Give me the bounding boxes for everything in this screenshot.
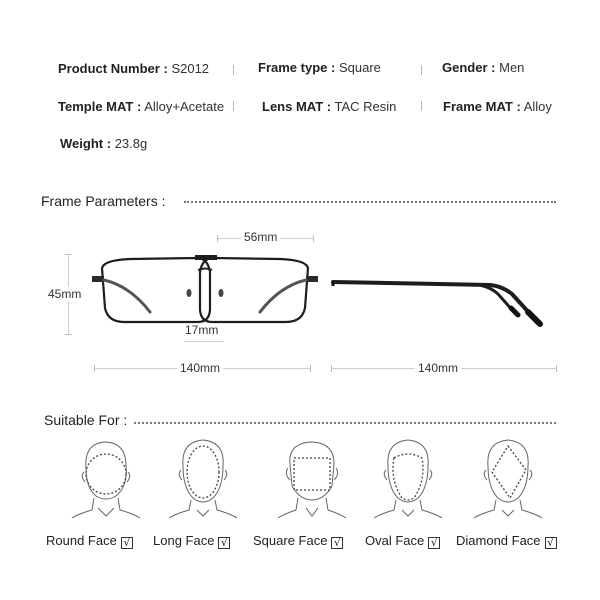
section-divider: [184, 201, 556, 203]
separator: [421, 65, 422, 75]
spec-label: Frame type: [258, 60, 328, 75]
frame-width-label: 140mm: [177, 361, 223, 375]
face-option-round: Round Face √: [46, 533, 133, 549]
section-divider: [134, 422, 556, 424]
bridge-width-label: 17mm: [185, 323, 219, 337]
spec-frame-type: Frame type : Square: [258, 60, 381, 75]
spec-value: S2012: [171, 61, 210, 76]
round-face-icon: [68, 438, 144, 520]
temple-length-label: 140mm: [415, 361, 461, 375]
spec-label: Gender: [442, 60, 488, 75]
spec-value: Men: [499, 60, 525, 75]
glasses-front-icon: [90, 250, 320, 332]
spec-value: Alloy: [523, 99, 552, 114]
glasses-temple-icon: [330, 278, 560, 334]
spec-value: 23.8g: [114, 136, 148, 151]
tick: [331, 365, 332, 372]
checkbox-checked-icon: √: [331, 537, 343, 549]
separator: [233, 65, 234, 75]
spec-lens-mat: Lens MAT : TAC Resin: [262, 99, 397, 114]
spec-label: Product Number: [58, 61, 160, 76]
diamond-face-icon: [470, 438, 546, 520]
face-option-square: Square Face √: [253, 533, 343, 549]
frame-parameters-title: Frame Parameters :: [41, 193, 166, 209]
face-option-oval: Oval Face √: [365, 533, 440, 549]
tick: [313, 235, 314, 242]
checkbox-checked-icon: √: [428, 537, 440, 549]
spec-value: TAC Resin: [334, 99, 397, 114]
spec-label: Lens MAT: [262, 99, 324, 114]
lens-width-label: 56mm: [241, 230, 280, 244]
separator: [233, 101, 234, 111]
separator: [421, 101, 422, 111]
face-option-long: Long Face √: [153, 533, 230, 549]
spec-label: Temple MAT: [58, 99, 134, 114]
long-face-icon: [165, 438, 241, 520]
lens-height-label: 45mm: [48, 287, 82, 301]
suitable-for-title: Suitable For :: [44, 412, 128, 428]
spec-product-number: Product Number : S2012: [58, 61, 210, 76]
square-face-icon: [274, 438, 350, 520]
tick: [94, 365, 95, 372]
oval-face-icon: [370, 438, 446, 520]
bridge-width-line: [184, 341, 224, 342]
spec-value: Square: [338, 60, 381, 75]
checkbox-checked-icon: √: [218, 537, 230, 549]
spec-temple-mat: Temple MAT : Alloy+Acetate: [58, 99, 225, 114]
tick: [65, 254, 72, 255]
checkbox-checked-icon: √: [121, 537, 133, 549]
spec-label: Frame MAT: [443, 99, 513, 114]
tick: [217, 235, 218, 242]
checkbox-checked-icon: √: [545, 537, 557, 549]
spec-label: Weight: [60, 136, 104, 151]
face-option-diamond: Diamond Face √: [456, 533, 557, 549]
tick: [556, 365, 557, 372]
spec-gender: Gender : Men: [442, 60, 525, 75]
spec-weight: Weight : 23.8g: [60, 136, 148, 151]
spec-frame-mat: Frame MAT : Alloy: [443, 99, 552, 114]
tick: [65, 334, 72, 335]
tick: [310, 365, 311, 372]
spec-value: Alloy+Acetate: [144, 99, 225, 114]
